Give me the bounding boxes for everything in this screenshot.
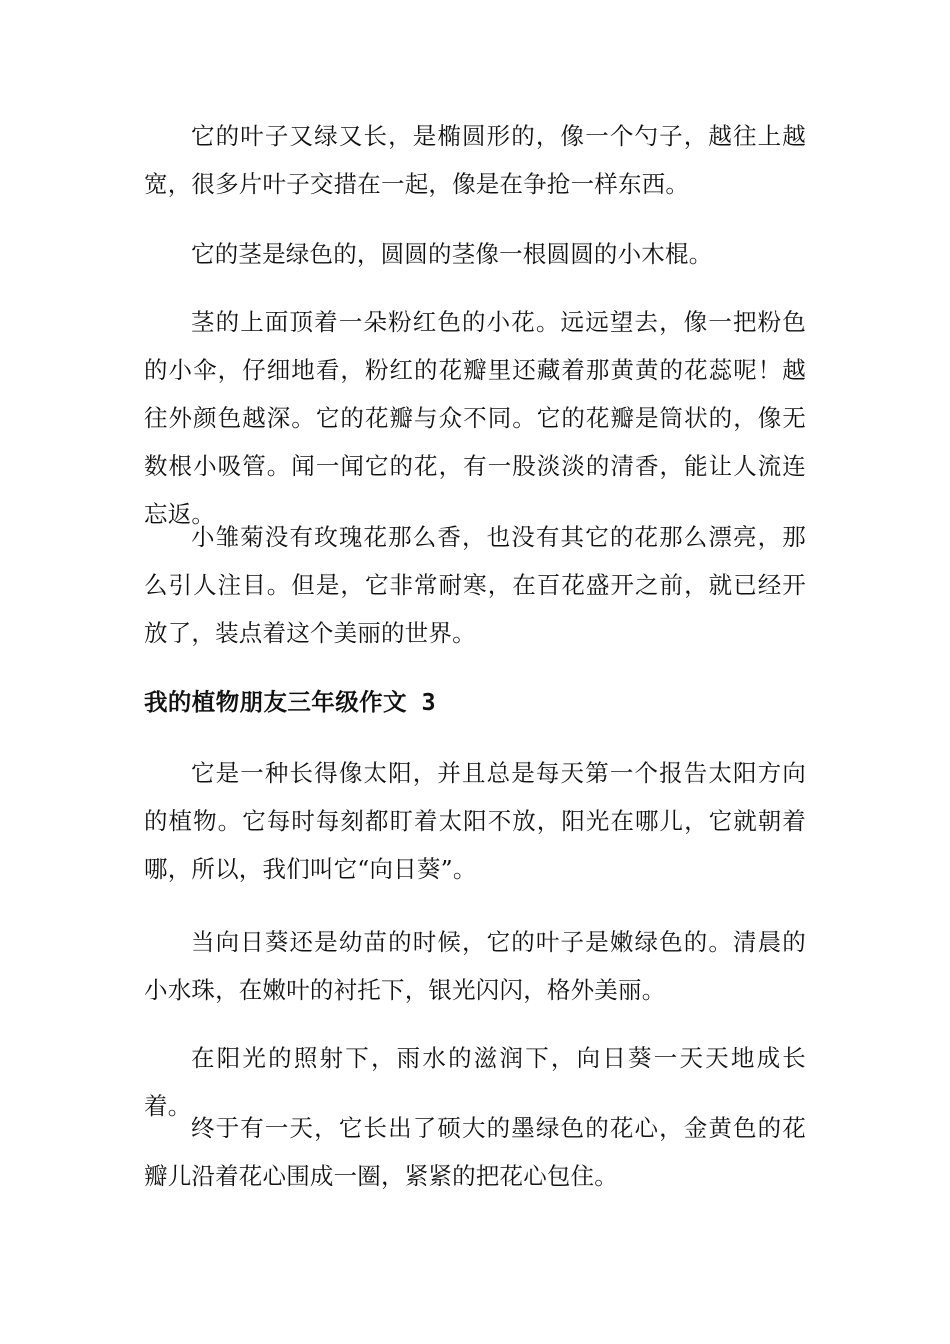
paragraph-sunflower-seedling: 当向日葵还是幼苗的时候，它的叶子是嫩绿色的。清晨的小水珠，在嫩叶的衬托下，银光闪闪，格外美丽。 <box>144 928 806 1004</box>
paragraph-sunflower-growth: 在阳光的照射下，雨水的滋润下，向日葵一天天地成长着。 <box>144 1044 806 1120</box>
paragraph-sunflower-bloom: 终于有一天，它长出了硕大的墨绿色的花心，金黄色的花瓣儿沿着花心围成一圈，紧紧的把花心包住。 <box>144 1114 806 1190</box>
paragraph-daisy-conclusion: 小雏菊没有玫瑰花那么香，也没有其它的花那么漂亮，那么引人注目。但是，它非常耐寒，在百花盛开之前，就已经开放了，装点着这个美丽的世界。 <box>144 523 806 647</box>
paragraph-leaves: 它的叶子又绿又长，是椭圆形的，像一个勺子，越往上越宽，很多片叶子交措在一起，像是在争抢一样东西。 <box>144 122 806 198</box>
section-title: 我的植物朋友三年级作文 3 <box>144 688 436 716</box>
paragraph-stem: 它的茎是绿色的，圆圆的茎像一根圆圆的小木棍。 <box>191 240 713 268</box>
paragraph-sunflower-intro: 它是一种长得像太阳，并且总是每天第一个报告太阳方向的植物。它每时每刻都盯着太阳不放，阳光在哪儿，它就朝着哪，所以，我们叫它“向日葵”。 <box>144 759 806 883</box>
paragraph-flower: 茎的上面顶着一朵粉红色的小花。远远望去，像一把粉色的小伞，仔细地看，粉红的花瓣里还藏着那黄黄的花蕊呢！越往外颜色越深。它的花瓣与众不同。它的花瓣是筒状的，像无数根小吸管。闻一闻它的花，有一股淡淡的清香，能让人流连忘返。 <box>144 308 806 528</box>
